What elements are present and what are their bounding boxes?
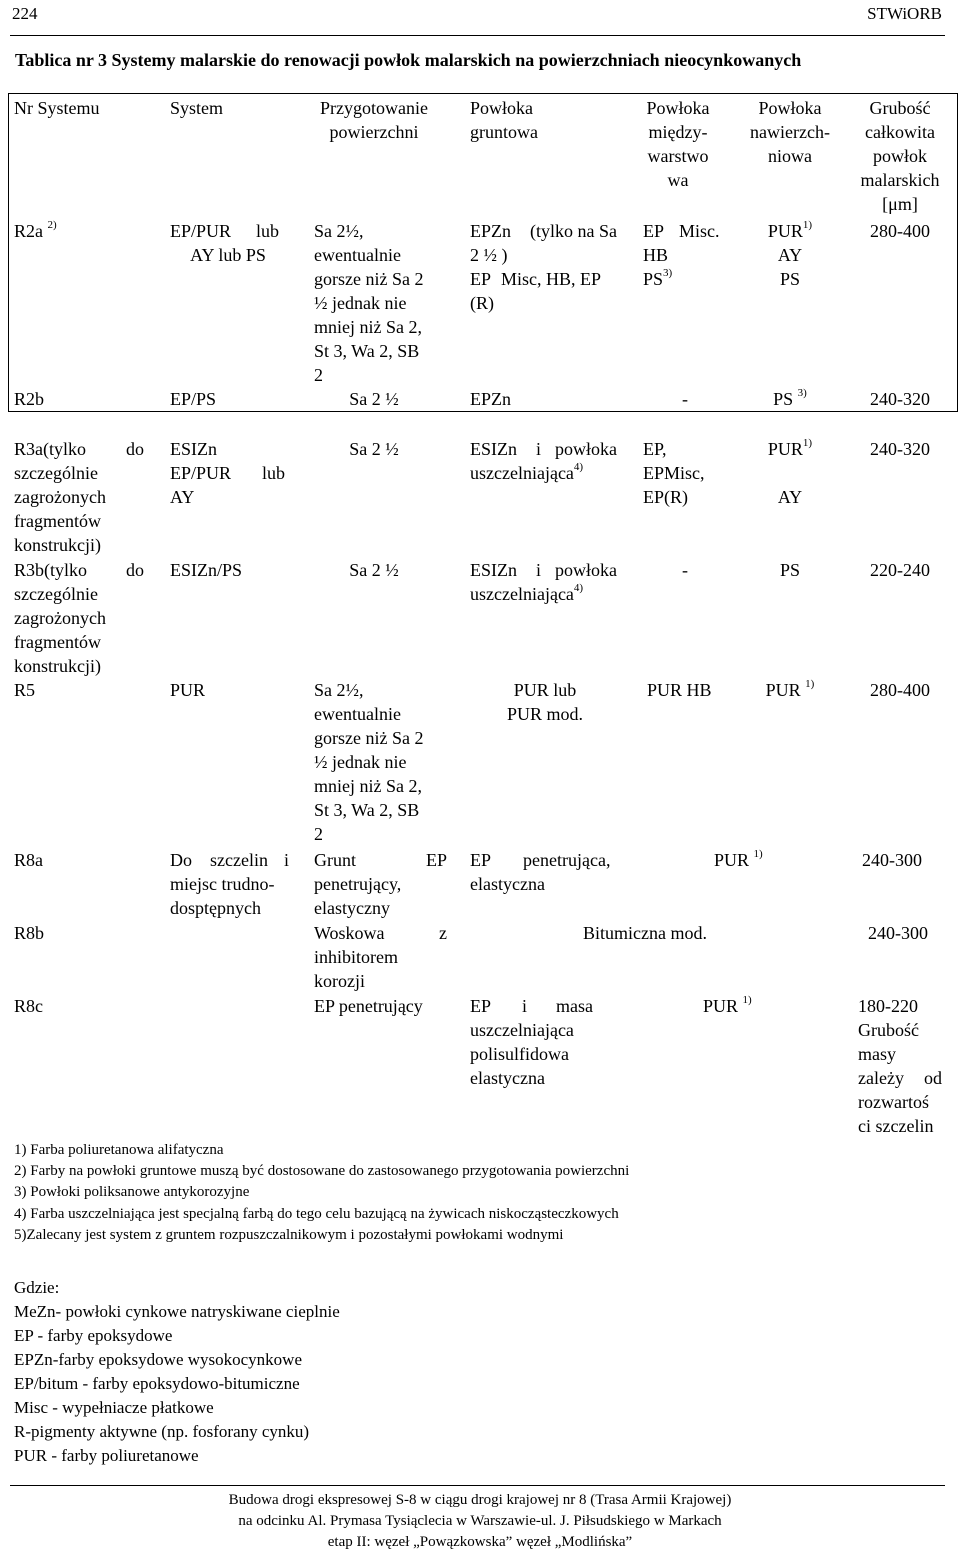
table-top-rule bbox=[8, 93, 958, 94]
prep-1a: Woskowa bbox=[314, 923, 385, 943]
system-1b: szczelin bbox=[210, 850, 268, 870]
header-mid-1: Powłoka bbox=[646, 98, 710, 118]
top: PUR $^{1)}$ bbox=[703, 994, 752, 1016]
header-system: System bbox=[170, 98, 224, 118]
thickness: 240-320 bbox=[870, 389, 930, 409]
top-3: PS bbox=[779, 269, 801, 289]
prep: Sa 2 ½ bbox=[349, 560, 399, 580]
prep-line-3: gorsze niż Sa 2 bbox=[314, 728, 424, 748]
prep-1b: z bbox=[439, 923, 447, 943]
row-number-2: szczególnie bbox=[14, 463, 98, 483]
header-mid-4: wa bbox=[667, 170, 689, 190]
thickness-4a: zależy bbox=[858, 1068, 904, 1088]
primer-2: 2 ½ ) bbox=[470, 245, 508, 265]
top-1: PUR$^{1)}$ bbox=[767, 437, 813, 459]
primer: EPZn bbox=[470, 389, 512, 409]
table-title: Tablica nr 3 Systemy malarskie do renowacji powłok malarskich na powierzchniach nieocynkowanych bbox=[15, 50, 802, 70]
thickness-6: ci szczelin bbox=[858, 1116, 934, 1136]
legend-item: EP/bitum - farby epoksydowo-bitumiczne bbox=[14, 1374, 300, 1393]
mid-1a: EP bbox=[643, 221, 665, 241]
system: PUR bbox=[170, 680, 206, 700]
thickness: 280-400 bbox=[870, 680, 930, 700]
primer-1b: (tylko na Sa bbox=[530, 221, 617, 241]
legend-item: EPZn-farby epoksydowe wysokocynkowe bbox=[14, 1350, 302, 1369]
prep: Sa 2 ½ bbox=[349, 389, 399, 409]
top: PS bbox=[779, 560, 801, 580]
system-3: dosptępnych bbox=[170, 898, 261, 918]
primer-1b: i bbox=[536, 560, 542, 580]
mid: - bbox=[682, 560, 688, 580]
table-right-border bbox=[957, 93, 958, 411]
row-number: R8b bbox=[14, 923, 45, 943]
header-thickness-4: malarskich bbox=[860, 170, 940, 190]
row-number-1a: R3b(tylko bbox=[14, 560, 88, 580]
prep-line-7: 2 bbox=[314, 824, 323, 844]
header-thickness-2: całkowita bbox=[865, 122, 935, 142]
header-top-2: nawierzch- bbox=[750, 122, 830, 142]
prep-line-1: Sa 2½, bbox=[314, 680, 364, 700]
header-prep-2: powierzchni bbox=[329, 122, 419, 142]
thickness: 240-320 bbox=[870, 439, 930, 459]
legend-item: Misc - wypełniacze płatkowe bbox=[14, 1398, 214, 1417]
system-1c: i bbox=[284, 850, 290, 870]
mid-3: EP(R) bbox=[643, 487, 688, 507]
prep-1a: Grunt bbox=[314, 850, 356, 870]
legend-heading: Gdzie: bbox=[14, 1278, 60, 1297]
footnote-3: 3) Powłoki poliksanowe antykorozyjne bbox=[14, 1184, 250, 1200]
row-number-3: zagrożonych bbox=[14, 608, 106, 628]
primer-1a: EP bbox=[470, 850, 492, 870]
system-2a: EP/PUR bbox=[170, 463, 232, 483]
footnote-2: 2) Farby na powłoki gruntowe muszą być dostosowane do zastosowanego przygotowania powierzchni bbox=[14, 1163, 630, 1179]
legend-item: PUR - farby poliuretanowe bbox=[14, 1446, 199, 1465]
header-prep-1: Przygotowanie bbox=[320, 98, 428, 118]
primer-1a: ESIZn bbox=[470, 439, 517, 459]
primer-1a: EPZn bbox=[470, 221, 512, 241]
prep-line-5: mniej niż Sa 2, bbox=[314, 776, 422, 796]
row-number: R2a $^{2)}$ bbox=[14, 219, 57, 241]
prep-line-1: Sa 2½, bbox=[314, 221, 364, 241]
footer-rule bbox=[10, 1485, 945, 1486]
primer-1b: i bbox=[522, 996, 528, 1016]
prep: EP penetrujący bbox=[314, 996, 423, 1016]
thickness-1: 180-220 bbox=[858, 996, 918, 1016]
coating: Bitumiczna mod. bbox=[583, 923, 707, 943]
top-1: PUR$^{1)}$ bbox=[767, 219, 813, 241]
mid-1b: Misc. bbox=[679, 221, 720, 241]
thickness: 240-300 bbox=[868, 923, 928, 943]
prep-2: penetrujący, bbox=[314, 874, 402, 894]
row-number-1b: do bbox=[126, 439, 144, 459]
mid-1: EP, bbox=[643, 439, 667, 459]
footer-line-1: Budowa drogi ekspresowej S-8 w ciągu drogi krajowej nr 8 (Trasa Armii Krajowej) bbox=[228, 1492, 732, 1508]
header-top-1: Powłoka bbox=[758, 98, 822, 118]
mid: PUR HB bbox=[647, 680, 712, 700]
thickness: 220-240 bbox=[870, 560, 930, 580]
prep: Sa 2 ½ bbox=[349, 439, 399, 459]
page-number: 224 bbox=[12, 4, 38, 23]
system: ESIZn/PS bbox=[170, 560, 243, 580]
system-2: miejsc trudno- bbox=[170, 874, 275, 894]
thickness-5: rozwartoś bbox=[858, 1092, 929, 1112]
mid-2: EPMisc, bbox=[643, 463, 705, 483]
top-2: AY bbox=[777, 245, 803, 265]
primer-3a: EP bbox=[470, 269, 492, 289]
header-thickness-5: [μm] bbox=[882, 194, 918, 214]
row-number-3: zagrożonych bbox=[14, 487, 106, 507]
primer-1: PUR lub bbox=[513, 680, 577, 700]
primer-2: elastyczna bbox=[470, 874, 545, 894]
primer-3b: Misc, HB, EP bbox=[501, 269, 602, 289]
top: PS $^{3)}$ bbox=[773, 387, 807, 409]
primer-4: elastyczna bbox=[470, 1068, 545, 1088]
prep-line-6: St 3, Wa 2, SB bbox=[314, 341, 420, 361]
header-thickness-1: Grubość bbox=[869, 98, 931, 118]
system-1a: EP/PUR bbox=[170, 221, 232, 241]
prep-3: elastyczny bbox=[314, 898, 390, 918]
top: PUR $^{1)}$ bbox=[765, 678, 815, 700]
primer-2: uszczelniająca$^{4)}$ bbox=[470, 461, 584, 483]
prep-line-7: 2 bbox=[314, 365, 323, 385]
row-number: R2b bbox=[14, 389, 45, 409]
primer-2: uszczelniająca bbox=[470, 1020, 574, 1040]
legend-item: R-pigmenty aktywne (np. fosforany cynku) bbox=[14, 1422, 310, 1441]
system-2b: lub bbox=[262, 463, 286, 483]
prep-line-6: St 3, Wa 2, SB bbox=[314, 800, 420, 820]
legend-item: EP - farby epoksydowe bbox=[14, 1326, 173, 1345]
table-left-border bbox=[8, 93, 9, 411]
footer-line-3: etap II: węzeł „Powązkowska” węzeł „Modlińska” bbox=[327, 1534, 633, 1550]
row-number-2: szczególnie bbox=[14, 584, 98, 604]
primer-4: (R) bbox=[470, 293, 494, 313]
prep-line-5: mniej niż Sa 2, bbox=[314, 317, 422, 337]
header-mid-3: warstwo bbox=[647, 146, 709, 166]
footer-line-2: na odcinku Al. Prymasa Tysiąclecia w Warszawie-ul. J. Piłsudskiego w Markach bbox=[238, 1513, 722, 1529]
header-nr: Nr Systemu bbox=[14, 98, 100, 118]
system-1b: lub bbox=[256, 221, 280, 241]
primer-2: uszczelniająca$^{4)}$ bbox=[470, 582, 584, 604]
system-1: ESIZn bbox=[170, 439, 217, 459]
header-top-3: niowa bbox=[768, 146, 812, 166]
mid-2: HB bbox=[643, 245, 669, 265]
header-thickness-3: powłok bbox=[873, 146, 927, 166]
row-number-5: konstrukcji) bbox=[14, 656, 101, 676]
primer-2: PUR mod. bbox=[506, 704, 584, 724]
row-number: R5 bbox=[14, 680, 36, 700]
primer-3: polisulfidowa bbox=[470, 1044, 569, 1064]
row-number: R8c bbox=[14, 996, 43, 1016]
primer-1c: powłoka bbox=[555, 560, 617, 580]
row-number-1a: R3a(tylko bbox=[14, 439, 86, 459]
prep-line-3: gorsze niż Sa 2 bbox=[314, 269, 424, 289]
organization-name: STWiORB bbox=[867, 4, 942, 23]
thickness-2: Grubość bbox=[858, 1020, 919, 1040]
primer-1b: penetrująca, bbox=[523, 850, 611, 870]
prep-2: inhibitorem bbox=[314, 947, 398, 967]
top: PUR $^{1)}$ bbox=[714, 848, 763, 870]
primer-1a: EP bbox=[470, 996, 492, 1016]
primer-1a: ESIZn bbox=[470, 560, 517, 580]
system-2: AY lub PS bbox=[190, 245, 266, 265]
row-number-4: fragmentów bbox=[14, 632, 101, 652]
header-rule bbox=[10, 35, 945, 36]
thickness-4b: od bbox=[924, 1068, 942, 1088]
header-primer-1: Powłoka bbox=[470, 98, 533, 118]
primer-1c: powłoka bbox=[555, 439, 617, 459]
mid: - bbox=[682, 389, 688, 409]
header-primer-2: gruntowa bbox=[470, 122, 538, 142]
prep-line-4: ½ jednak nie bbox=[314, 752, 407, 772]
prep-line-4: ½ jednak nie bbox=[314, 293, 407, 313]
row-number-1b: do bbox=[126, 560, 144, 580]
row-number-4: fragmentów bbox=[14, 511, 101, 531]
table-split-rule bbox=[8, 411, 958, 412]
thickness: 280-400 bbox=[870, 221, 930, 241]
footnote-1: 1) Farba poliuretanowa alifatyczna bbox=[14, 1142, 224, 1158]
footnote-4: 4) Farba uszczelniająca jest specjalną farbą do tego celu bazującą na żywicach niskocząsteczkowych bbox=[14, 1206, 619, 1222]
footnote-5: 5)Zalecany jest system z gruntem rozpuszczalnikowym i pozostałymi powłokami wodnymi bbox=[14, 1227, 564, 1243]
primer-1b: i bbox=[536, 439, 542, 459]
primer-1c: masa bbox=[556, 996, 593, 1016]
prep-line-2: ewentualnie bbox=[314, 704, 401, 724]
thickness: 240-300 bbox=[862, 850, 922, 870]
top-2: AY bbox=[777, 487, 803, 507]
system: EP/PS bbox=[170, 389, 217, 409]
prep-1b: EP bbox=[426, 850, 448, 870]
mid-3: PS$^{3)}$ bbox=[643, 267, 673, 289]
row-number-5: konstrukcji) bbox=[14, 535, 101, 555]
thickness-3: masy bbox=[858, 1044, 896, 1064]
row-number: R8a bbox=[14, 850, 43, 870]
system-1a: Do bbox=[170, 850, 192, 870]
legend-item: MeZn- powłoki cynkowe natryskiwane cieplnie bbox=[14, 1302, 340, 1321]
prep-3: korozji bbox=[314, 971, 365, 991]
system-3: AY bbox=[170, 487, 195, 507]
prep-line-2: ewentualnie bbox=[314, 245, 401, 265]
header-mid-2: między- bbox=[648, 122, 708, 142]
